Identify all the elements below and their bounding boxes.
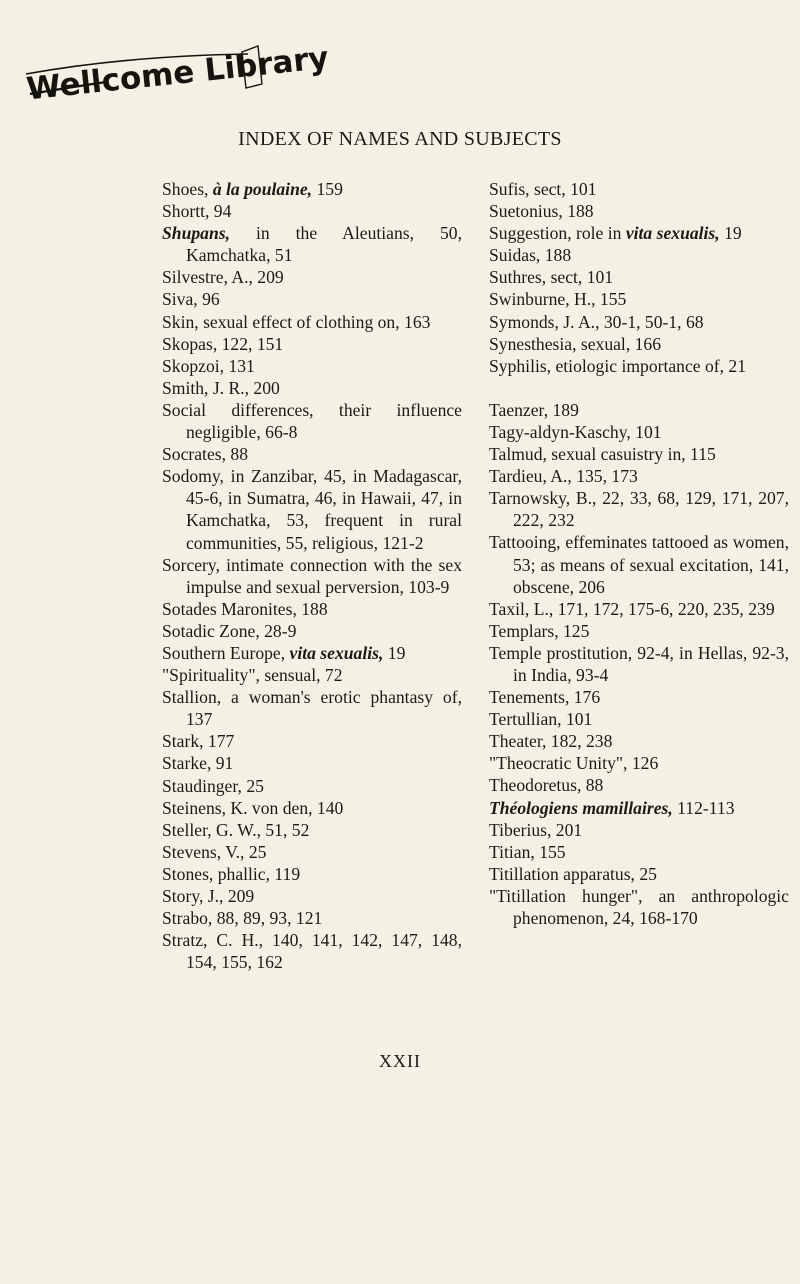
index-entry — [489, 774, 789, 796]
index-entry — [162, 730, 462, 752]
index-entry-text: Tiberius, 201 — [489, 819, 583, 840]
index-entry — [489, 686, 789, 708]
index-column-right — [489, 178, 789, 929]
index-entry-text: Strabo, 88, 89, 93, 121 — [162, 908, 323, 929]
library-stamp-logo — [6, 22, 331, 108]
index-entry — [489, 642, 789, 686]
index-entry — [162, 775, 462, 797]
index-entry-text: Social differences, their influence negligible, 66-8 — [162, 399, 462, 443]
index-entry — [489, 355, 789, 377]
index-entry — [489, 598, 789, 620]
index-entry — [489, 266, 789, 288]
index-entry — [162, 598, 462, 620]
index-entry — [489, 421, 789, 443]
index-entry — [489, 885, 789, 929]
index-entry-text: Siva, 96 — [162, 289, 220, 310]
index-entry — [162, 178, 462, 200]
index-entry-text: Syphilis, etiologic importance of, 21 — [489, 355, 747, 376]
index-entry-text: Staudinger, 25 — [162, 775, 264, 796]
index-entry-text: Stallion, a woman's erotic phantasy of, 137 — [162, 687, 462, 730]
index-entry-text: "Titillation hunger", an anthropologic phenomenon, 24, 168-170 — [489, 885, 789, 928]
index-entry-text: in the Aleutians, 50, Kamchatka, 51 — [186, 223, 462, 266]
index-entry-text: 19 — [383, 642, 406, 663]
index-entry-text: Titian, 155 — [489, 841, 566, 862]
index-entry-text: Suetonius, 188 — [489, 201, 594, 222]
index-entry-text: Titillation apparatus, 25 — [489, 863, 657, 884]
index-entry — [162, 819, 462, 841]
index-entry-text: Starke, 91 — [162, 753, 234, 774]
index-entry — [162, 863, 462, 885]
index-entry — [489, 244, 789, 266]
index-entry — [162, 664, 462, 686]
index-entry-text: "Spirituality", sensual, 72 — [162, 665, 343, 686]
index-entry-text: 159 — [312, 179, 343, 199]
index-column-left — [162, 178, 462, 973]
index-entry — [162, 266, 462, 288]
index-entry-text: Synesthesia, sexual, 166 — [489, 333, 662, 354]
index-entry-text: Skin, sexual effect of clothing on, 163 — [162, 311, 431, 332]
index-entry — [162, 841, 462, 863]
index-entry — [162, 642, 462, 664]
index-entry-text: Sodomy, in Zanzibar, 45, in Madagascar, 45-6, in Sumatra, 46, in Hawaii, 47, in Kamchatka, 53, frequent in rural communities, 55, religious, 121-2 — [162, 466, 462, 553]
index-entry — [489, 311, 789, 333]
index-entry — [162, 399, 462, 443]
index-entry-text: Skopas, 122, 151 — [162, 333, 284, 354]
index-entry — [489, 333, 789, 355]
page-number: XXII — [379, 1051, 421, 1071]
index-entry-text: Theodoretus, 88 — [489, 775, 604, 796]
index-entry-text: Stones, phallic, 119 — [162, 863, 301, 884]
index-entry-text: Templars, 125 — [489, 620, 590, 641]
index-entry — [489, 399, 789, 421]
index-entry — [489, 288, 789, 310]
index-entry — [162, 929, 462, 973]
index-entry-text: Swinburne, H., 155 — [489, 289, 627, 310]
index-entry-italic: vita sexualis, — [289, 642, 384, 663]
index-entry-text: Stevens, V., 25 — [162, 841, 267, 862]
index-entry-text: Shoes, — [162, 179, 213, 199]
index-entry — [162, 885, 462, 907]
index-entry-text: Socrates, 88 — [162, 444, 248, 465]
letter-section-gap — [489, 377, 789, 399]
index-entry-text: Steinens, K. von den, 140 — [162, 797, 344, 818]
index-entry-text: Shortt, 94 — [162, 201, 232, 222]
index-entry — [162, 752, 462, 774]
index-entry — [489, 443, 789, 465]
index-entry — [162, 907, 462, 929]
index-entry-text: Tattooing, effeminates tattooed as women, 53; as means of sexual excitation, 141, obscene, 206 — [489, 532, 789, 597]
index-entry — [489, 752, 789, 774]
index-entry-text: Southern Europe, — [162, 642, 290, 663]
index-entry — [162, 377, 462, 399]
index-entry-text: Symonds, J. A., 30-1, 50-1, 68 — [489, 311, 704, 332]
index-entry-text: Talmud, sexual casuistry in, 115 — [489, 444, 716, 465]
index-entry — [162, 686, 462, 730]
index-entry — [489, 620, 789, 642]
index-entry-text: Tertullian, 101 — [489, 709, 593, 730]
index-entry-text: Smith, J. R., 200 — [162, 377, 280, 398]
index-entry — [489, 222, 789, 244]
index-entry-text: Sorcery, intimate connection with the sex impulse and sexual perversion, 103-9 — [162, 554, 462, 597]
index-entry-text: Temple prostitution, 92-4, in Hellas, 92-3, in India, 93-4 — [489, 642, 789, 685]
index-entry — [489, 863, 789, 885]
index-entry — [162, 443, 462, 465]
index-entry — [489, 730, 789, 752]
index-entry-text: Tarnowsky, B., 22, 33, 68, 129, 171, 207, 222, 232 — [489, 488, 789, 531]
index-entry-text: Suggestion, role in — [489, 223, 626, 244]
index-entry-text: 19 — [719, 223, 742, 244]
index-entry — [162, 288, 462, 310]
index-entry-text: Stratz, C. H., 140, 141, 142, 147, 148, 154, 155, 162 — [162, 930, 462, 973]
index-entry-text: Tagy-aldyn-Kaschy, 101 — [489, 421, 662, 442]
index-entry-text: Stark, 177 — [162, 731, 235, 752]
index-entry-text: Silvestre, A., 209 — [162, 267, 284, 288]
index-entry — [162, 620, 462, 642]
index-entry-text: "Theocratic Unity", 126 — [489, 753, 659, 774]
index-entry-text: Theater, 182, 238 — [489, 731, 613, 752]
index-entry — [489, 487, 789, 531]
index-entry — [489, 797, 789, 819]
index-entry-italic: à la poulaine, — [212, 179, 313, 199]
page-title: INDEX OF NAMES AND SUBJECTS — [238, 128, 562, 150]
index-entry-text: Story, J., 209 — [162, 886, 255, 906]
index-entry-text: Skopzoi, 131 — [162, 355, 255, 376]
svg-text:Wellcome Library: Wellcome Library — [24, 39, 331, 108]
index-entry — [489, 819, 789, 841]
index-entry — [489, 708, 789, 730]
index-entry — [162, 554, 462, 598]
index-entry-text: Tardieu, A., 135, 173 — [489, 466, 638, 487]
index-entry-text: Sotadic Zone, 28-9 — [162, 620, 297, 641]
index-entry-italic: Théologiens mamillaires, — [489, 797, 673, 818]
index-entry — [489, 841, 789, 863]
index-entry-italic: Shupans, — [162, 223, 230, 244]
index-entry — [162, 465, 462, 553]
index-entry — [489, 465, 789, 487]
index-entry-italic: vita sexualis, — [625, 223, 720, 244]
index-entry — [489, 531, 789, 597]
index-entry-text: Taxil, L., 171, 172, 175-6, 220, 235, 239 — [489, 598, 775, 619]
index-entry-text: Sotades Maronites, 188 — [162, 598, 328, 619]
stamp-graphic — [6, 22, 331, 108]
index-entry-text: Tenements, 176 — [489, 687, 601, 708]
index-entry-text: Suthres, sect, 101 — [489, 267, 614, 288]
index-entry — [162, 200, 462, 222]
index-entry-text: Sufis, sect, 101 — [489, 179, 597, 199]
index-entry-text: 112-113 — [672, 797, 735, 818]
index-entry — [162, 797, 462, 819]
index-entry — [162, 311, 462, 333]
index-entry — [162, 222, 462, 266]
index-entry — [489, 200, 789, 222]
index-entry — [162, 355, 462, 377]
index-entry-text: Taenzer, 189 — [489, 399, 579, 420]
index-entry-text: Suidas, 188 — [489, 245, 572, 266]
index-entry — [489, 178, 789, 200]
index-entry-text: Steller, G. W., 51, 52 — [162, 819, 310, 840]
index-entry — [162, 333, 462, 355]
